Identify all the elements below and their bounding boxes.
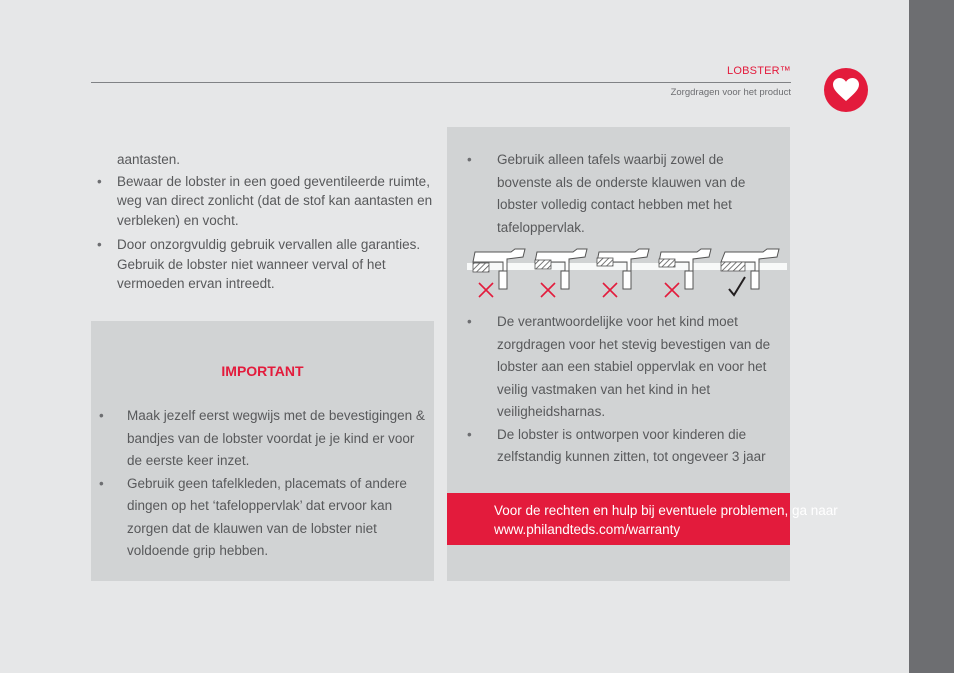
list-item: • Bewaar de lobster in een goed geventileerde ruimte, weg van direct zonlicht (dat de stof kan aantasten en verbleken) en vocht.	[91, 172, 436, 231]
important-panel	[91, 321, 434, 581]
clamp-example-2	[535, 249, 587, 297]
list-item: • De lobster is ontworpen voor kinderen die zelfstandig kunnen zitten, tot ongeveer 3 jaar	[447, 424, 782, 469]
clamp-diagram	[467, 247, 787, 303]
clamp-example-4	[659, 249, 711, 297]
important-heading: IMPORTANT	[221, 363, 304, 379]
continued-text: aantasten.	[117, 152, 181, 167]
usage-list-bottom	[447, 311, 782, 469]
section-subtitle: Zorgdragen voor het product	[670, 87, 791, 98]
clamp-example-5	[721, 249, 779, 295]
clamp-example-3	[597, 249, 649, 297]
check-icon	[729, 277, 745, 295]
usage-list-top	[447, 149, 782, 239]
list-item: • Gebruik geen tafelkleden, placemats of andere dingen op het ‘tafeloppervlak’ dat ervoor kan zorgen dat de klauwen van de lobster niet voldoende grip hebben.	[91, 473, 431, 563]
important-list	[91, 405, 431, 563]
list-item: • Gebruik alleen tafels waarbij zowel de bovenste als de onderste klauwen van de lobster volledig contact hebben met het tafeloppervlak.	[447, 149, 782, 239]
list-item: • Door onzorgvuldig gebruik vervallen alle garanties. Gebruik de lobster niet wanneer verval of het vermoeden ervan intreedt.	[91, 235, 436, 294]
warranty-text: Voor de rechten en hulp bij eventuele problemen, ga naar www.philandteds.com/warranty	[494, 503, 838, 537]
list-item: • Maak jezelf eerst wegwijs met de bevestigingen & bandjes van de lobster voordat je je kind er voor de eerste keer inzet.	[91, 405, 431, 473]
product-title: LOBSTER™	[727, 65, 791, 77]
heart-icon	[833, 78, 859, 102]
page-edge-bar	[909, 0, 954, 673]
care-list	[91, 172, 436, 294]
list-item: • De verantwoordelijke voor het kind moet zorgdragen voor het stevig bevestigen van de lobster aan een stabiel oppervlak en voor het veilig vastmaken van het kind in het veiligheidsharnas.	[447, 311, 782, 424]
brand-logo	[824, 68, 868, 112]
care-instructions	[91, 140, 436, 299]
clamp-example-1	[473, 249, 525, 297]
warranty-banner	[447, 493, 838, 545]
header-rule	[91, 82, 791, 83]
